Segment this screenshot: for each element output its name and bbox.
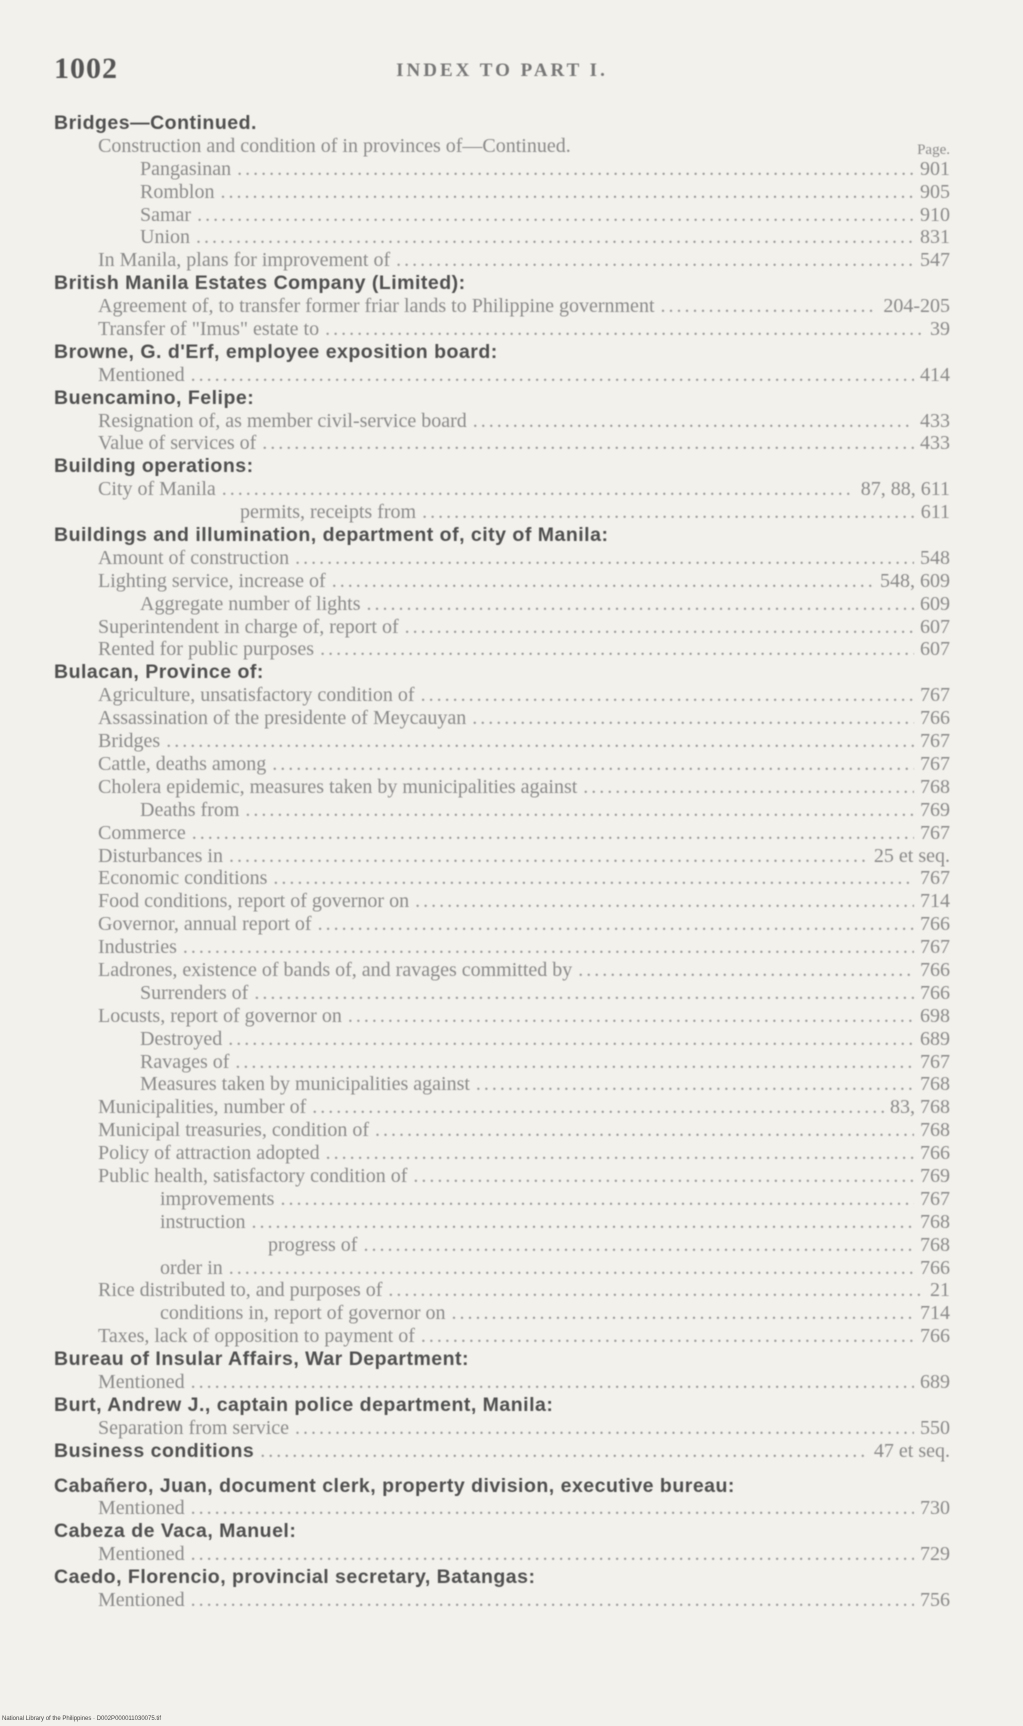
dot-leader: [415, 890, 914, 913]
entry-text: Food conditions, report of governor on: [98, 890, 410, 913]
dot-leader: [245, 799, 914, 822]
index-heading: [40, 1348, 960, 1371]
page-reference: 548: [920, 546, 950, 569]
index-entry: [40, 776, 960, 799]
dot-leader: [229, 845, 868, 868]
dot-leader: [325, 318, 924, 341]
dot-leader: [320, 638, 914, 661]
entry-text: Samar: [140, 203, 192, 226]
page-reference: 607: [920, 615, 950, 638]
entry-text: Resignation of, as member civil-service board: [98, 409, 467, 432]
dot-leader: [421, 1325, 914, 1348]
index-entry: [40, 936, 960, 959]
entry-text: Ravages of: [140, 1050, 230, 1073]
page-reference: 766: [920, 981, 950, 1004]
page-reference: 714: [920, 1302, 950, 1325]
dot-leader: [295, 547, 914, 570]
page-reference: 768: [920, 775, 950, 798]
page-reference: 767: [920, 821, 950, 844]
index-entry: [40, 1142, 960, 1165]
page-reference: 433: [920, 409, 950, 432]
entry-text: improvements: [160, 1187, 275, 1210]
dot-leader: [222, 478, 855, 501]
entry-text: Municipal treasuries, condition of: [98, 1119, 370, 1142]
page-reference: 767: [920, 1187, 950, 1210]
index-entry: [40, 1543, 960, 1566]
dot-leader: [318, 913, 914, 936]
entry-text: Construction and condition of in provinces of—Continued.: [98, 134, 571, 157]
dot-leader: [472, 707, 914, 730]
entry-text: Public health, satisfactory condition of: [98, 1164, 408, 1187]
index-entry: [40, 638, 960, 661]
index-entry: [40, 1257, 960, 1280]
dot-leader: [583, 776, 914, 799]
index-entry: [40, 181, 960, 204]
document-page: [40, 0, 960, 1726]
index-heading: [40, 524, 960, 547]
entry-text: Locusts, report of governor on: [98, 1004, 342, 1027]
index-entry: [40, 1497, 960, 1520]
heading-text: Burt, Andrew J., captain police department, Manila:: [54, 1393, 554, 1416]
page-reference: 21: [930, 1279, 950, 1302]
page-reference: 767: [920, 1050, 950, 1073]
index-entries: [40, 112, 960, 1612]
entry-text: Mentioned: [98, 1370, 185, 1393]
dot-leader: [363, 1234, 914, 1257]
page-reference: 768: [920, 1073, 950, 1096]
page-reference: 767: [920, 730, 950, 753]
dot-leader: [273, 867, 914, 890]
index-entry: [40, 478, 960, 501]
entry-text: Amount of construction: [98, 546, 290, 569]
dot-leader: [183, 936, 914, 959]
index-entry: [40, 1119, 960, 1142]
index-entry: [40, 913, 960, 936]
page-reference: 730: [920, 1497, 950, 1520]
dot-leader: [254, 982, 914, 1005]
dot-leader: [197, 204, 914, 227]
entry-text: Destroyed: [140, 1027, 223, 1050]
index-heading: [40, 1440, 960, 1463]
dot-leader: [237, 158, 914, 181]
index-entry: [40, 822, 960, 845]
dot-leader: [260, 1440, 868, 1463]
index-entry: [40, 1234, 960, 1257]
dot-leader: [272, 753, 914, 776]
dot-leader: [191, 1543, 914, 1566]
page-reference: 689: [920, 1370, 950, 1393]
page-reference: 414: [920, 363, 950, 386]
page-reference: 766: [920, 913, 950, 936]
entry-text: Policy of attraction adopted: [98, 1142, 320, 1165]
dot-leader: [388, 1279, 924, 1302]
page-reference: 609: [920, 592, 950, 615]
page-reference: 768: [920, 1119, 950, 1142]
dot-leader: [262, 432, 914, 455]
page-reference: 607: [920, 638, 950, 661]
dot-leader: [405, 616, 914, 639]
index-entry: [40, 432, 960, 455]
page-reference: 910: [920, 203, 950, 226]
index-entry: [40, 684, 960, 707]
index-entry: [40, 1051, 960, 1074]
page-reference: 905: [920, 180, 950, 203]
index-entry: [40, 249, 960, 272]
dot-leader: [191, 1371, 914, 1394]
index-entry: [40, 1279, 960, 1302]
page-reference: 433: [920, 432, 950, 455]
dot-leader: [413, 1165, 914, 1188]
dot-leader: [196, 226, 914, 249]
index-entry: [40, 867, 960, 890]
entry-text: Value of services of: [98, 432, 257, 455]
index-entry: [40, 1073, 960, 1096]
entry-text: Assassination of the presidente of Meycauyan: [98, 707, 467, 730]
entry-text: Deaths from: [140, 798, 240, 821]
entry-text: conditions in, report of governor on: [160, 1302, 446, 1325]
index-entry: [40, 982, 960, 1005]
entry-text: Mentioned: [98, 1543, 185, 1566]
page-reference: 831: [920, 226, 950, 249]
dot-leader: [422, 501, 915, 524]
index-entry: [40, 135, 960, 158]
heading-text: Buildings and illumination, department of, city of Manila:: [54, 524, 609, 547]
index-heading: [40, 112, 960, 135]
page-reference: 766: [920, 1142, 950, 1165]
page-reference: 766: [920, 707, 950, 730]
page-reference: 83, 768: [890, 1096, 950, 1119]
dot-leader: [191, 1589, 914, 1612]
entry-text: progress of: [268, 1233, 358, 1256]
dot-leader: [476, 1073, 914, 1096]
entry-text: Union: [140, 226, 190, 249]
index-entry: [40, 226, 960, 249]
page-reference: 39: [930, 318, 950, 341]
entry-text: Cholera epidemic, measures taken by municipalities against: [98, 775, 578, 798]
dot-leader: [229, 1257, 914, 1280]
page-reference: 698: [920, 1004, 950, 1027]
page-reference: 548, 609: [880, 569, 950, 592]
page-column-label: Page.: [917, 141, 950, 158]
index-heading: [40, 1566, 960, 1589]
index-entry: [40, 1028, 960, 1051]
entry-text: order in: [160, 1256, 223, 1279]
dot-leader: [166, 730, 914, 753]
index-entry: [40, 1188, 960, 1211]
page-reference: 767: [920, 752, 950, 775]
index-entry: [40, 295, 960, 318]
dot-leader: [192, 822, 914, 845]
entry-text: Rice distributed to, and purposes of: [98, 1279, 383, 1302]
heading-text: Buencamino, Felipe:: [54, 386, 255, 409]
heading-text: Cabeza de Vaca, Manuel:: [54, 1520, 297, 1543]
entry-text: Commerce: [98, 821, 186, 844]
index-entry: [40, 1302, 960, 1325]
entry-text: Agriculture, unsatisfactory condition of: [98, 684, 415, 707]
dot-leader: [452, 1302, 915, 1325]
index-entry: [40, 364, 960, 387]
index-heading: [40, 272, 960, 295]
index-heading: [40, 661, 960, 684]
page-reference: 767: [920, 936, 950, 959]
heading-text: Bulacan, Province of:: [54, 661, 264, 684]
page-reference: 769: [920, 798, 950, 821]
page-reference: 767: [920, 684, 950, 707]
dot-leader: [191, 364, 914, 387]
entry-text: Transfer of "Imus" estate to: [98, 318, 320, 341]
index-entry: [40, 1005, 960, 1028]
entry-text: In Manila, plans for improvement of: [98, 249, 391, 272]
dot-leader: [228, 1028, 914, 1051]
entry-text: Surrenders of: [140, 981, 249, 1004]
heading-text: Bureau of Insular Affairs, War Department:: [54, 1348, 470, 1371]
index-entry: [40, 158, 960, 181]
index-entry: [40, 547, 960, 570]
index-entry: [40, 1096, 960, 1119]
page-reference: 689: [920, 1027, 950, 1050]
heading-text: Building operations:: [54, 455, 254, 478]
index-entry: [40, 616, 960, 639]
index-heading: [40, 455, 960, 478]
entry-text: Taxes, lack of opposition to payment of: [98, 1325, 415, 1348]
index-heading: [40, 1520, 960, 1543]
index-entry: [40, 959, 960, 982]
heading-text: Bridges—Continued.: [54, 112, 257, 134]
entry-text: Municipalities, number of: [98, 1096, 307, 1119]
entry-text: Cattle, deaths among: [98, 752, 267, 775]
index-entry: [40, 1589, 960, 1612]
index-heading: [40, 1394, 960, 1417]
index-entry: [40, 707, 960, 730]
page-reference: 25 et seq.: [873, 844, 950, 867]
entry-text: City of Manila: [98, 478, 216, 501]
page-reference: 611: [920, 501, 950, 524]
entry-text: Pangasinan: [140, 157, 232, 180]
page-reference: 766: [920, 1325, 950, 1348]
index-entry: [40, 1165, 960, 1188]
entry-text: Mentioned: [98, 363, 185, 386]
entry-text: Superintendent in charge of, report of: [98, 615, 399, 638]
index-heading: [40, 341, 960, 364]
page-reference: 766: [920, 1256, 950, 1279]
dot-leader: [661, 295, 878, 318]
page-reference: 550: [920, 1416, 950, 1439]
entry-text: Industries: [98, 936, 177, 959]
page-reference: 768: [920, 1233, 950, 1256]
page-reference: 767: [920, 867, 950, 890]
page-reference: 47 et seq.: [873, 1439, 950, 1462]
page-reference: 766: [920, 958, 950, 981]
page-header: [54, 52, 950, 92]
dot-leader: [312, 1096, 884, 1119]
entry-text: Ladrones, existence of bands of, and ravages committed by: [98, 958, 573, 981]
dot-leader: [220, 181, 914, 204]
dot-leader: [421, 684, 914, 707]
dot-leader: [326, 1142, 914, 1165]
index-entry: [40, 570, 960, 593]
index-entry: [40, 318, 960, 341]
running-head: INDEX TO PART I.: [396, 60, 608, 81]
index-entry: [40, 1417, 960, 1440]
entry-text: permits, receipts from: [240, 501, 417, 524]
page-reference: 714: [920, 890, 950, 913]
entry-text: instruction: [160, 1210, 246, 1233]
index-heading: [40, 387, 960, 410]
index-entry: [40, 845, 960, 868]
page-reference: 768: [920, 1210, 950, 1233]
page-reference: 87, 88, 611: [860, 478, 950, 501]
page-reference: 729: [920, 1543, 950, 1566]
dot-leader: [295, 1417, 914, 1440]
page-number: 1002: [54, 52, 118, 85]
entry-text: Mentioned: [98, 1589, 185, 1611]
index-entry: [40, 890, 960, 913]
dot-leader: [348, 1005, 914, 1028]
entry-text: Governor, annual report of: [98, 913, 312, 936]
entry-text: Agreement of, to transfer former friar lands to Philippine government: [98, 295, 655, 318]
index-entry: [40, 799, 960, 822]
page-reference: 547: [920, 249, 950, 272]
index-entry: [40, 501, 960, 524]
entry-text: Bridges: [98, 730, 161, 753]
heading-text: Caedo, Florencio, provincial secretary, Batangas:: [54, 1566, 536, 1589]
dot-leader: [578, 959, 914, 982]
dot-leader: [252, 1211, 914, 1234]
dot-leader: [367, 593, 915, 616]
entry-text: Measures taken by municipalities against: [140, 1073, 470, 1096]
heading-text: Cabañero, Juan, document clerk, property division, executive bureau:: [54, 1474, 735, 1497]
dot-leader: [396, 249, 914, 272]
heading-text: Browne, G. d'Erf, employee exposition board:: [54, 340, 498, 363]
entry-text: Lighting service, increase of: [98, 569, 326, 592]
entry-text: Romblon: [140, 180, 215, 203]
page-reference: 204-205: [883, 295, 950, 318]
footer-caption: National Library of the Philippines · D002P000011030075.tif: [2, 1716, 161, 1722]
entry-text: Aggregate number of lights: [140, 592, 361, 615]
dot-leader: [473, 410, 914, 433]
dot-leader: [235, 1051, 914, 1074]
page-reference: 756: [920, 1589, 950, 1611]
index-entry: [40, 1371, 960, 1394]
page-reference: 901: [920, 157, 950, 180]
index-heading: [40, 1475, 960, 1498]
heading-text: British Manila Estates Company (Limited):: [54, 272, 466, 295]
dot-leader: [375, 1119, 914, 1142]
index-entry: [40, 593, 960, 616]
index-entry: [40, 410, 960, 433]
entry-text: Mentioned: [98, 1497, 185, 1520]
index-entry: [40, 1325, 960, 1348]
entry-text: Economic conditions: [98, 867, 268, 890]
entry-text: Disturbances in: [98, 844, 223, 867]
page-reference: 769: [920, 1164, 950, 1187]
dot-leader: [280, 1188, 914, 1211]
index-entry: [40, 730, 960, 753]
heading-text: Business conditions: [54, 1439, 255, 1462]
dot-leader: [191, 1497, 914, 1520]
dot-leader: [332, 570, 874, 593]
entry-text: Rented for public purposes: [98, 638, 315, 661]
index-entry: [40, 753, 960, 776]
index-entry: [40, 1211, 960, 1234]
index-entry: [40, 204, 960, 227]
entry-text: Separation from service: [98, 1416, 290, 1439]
